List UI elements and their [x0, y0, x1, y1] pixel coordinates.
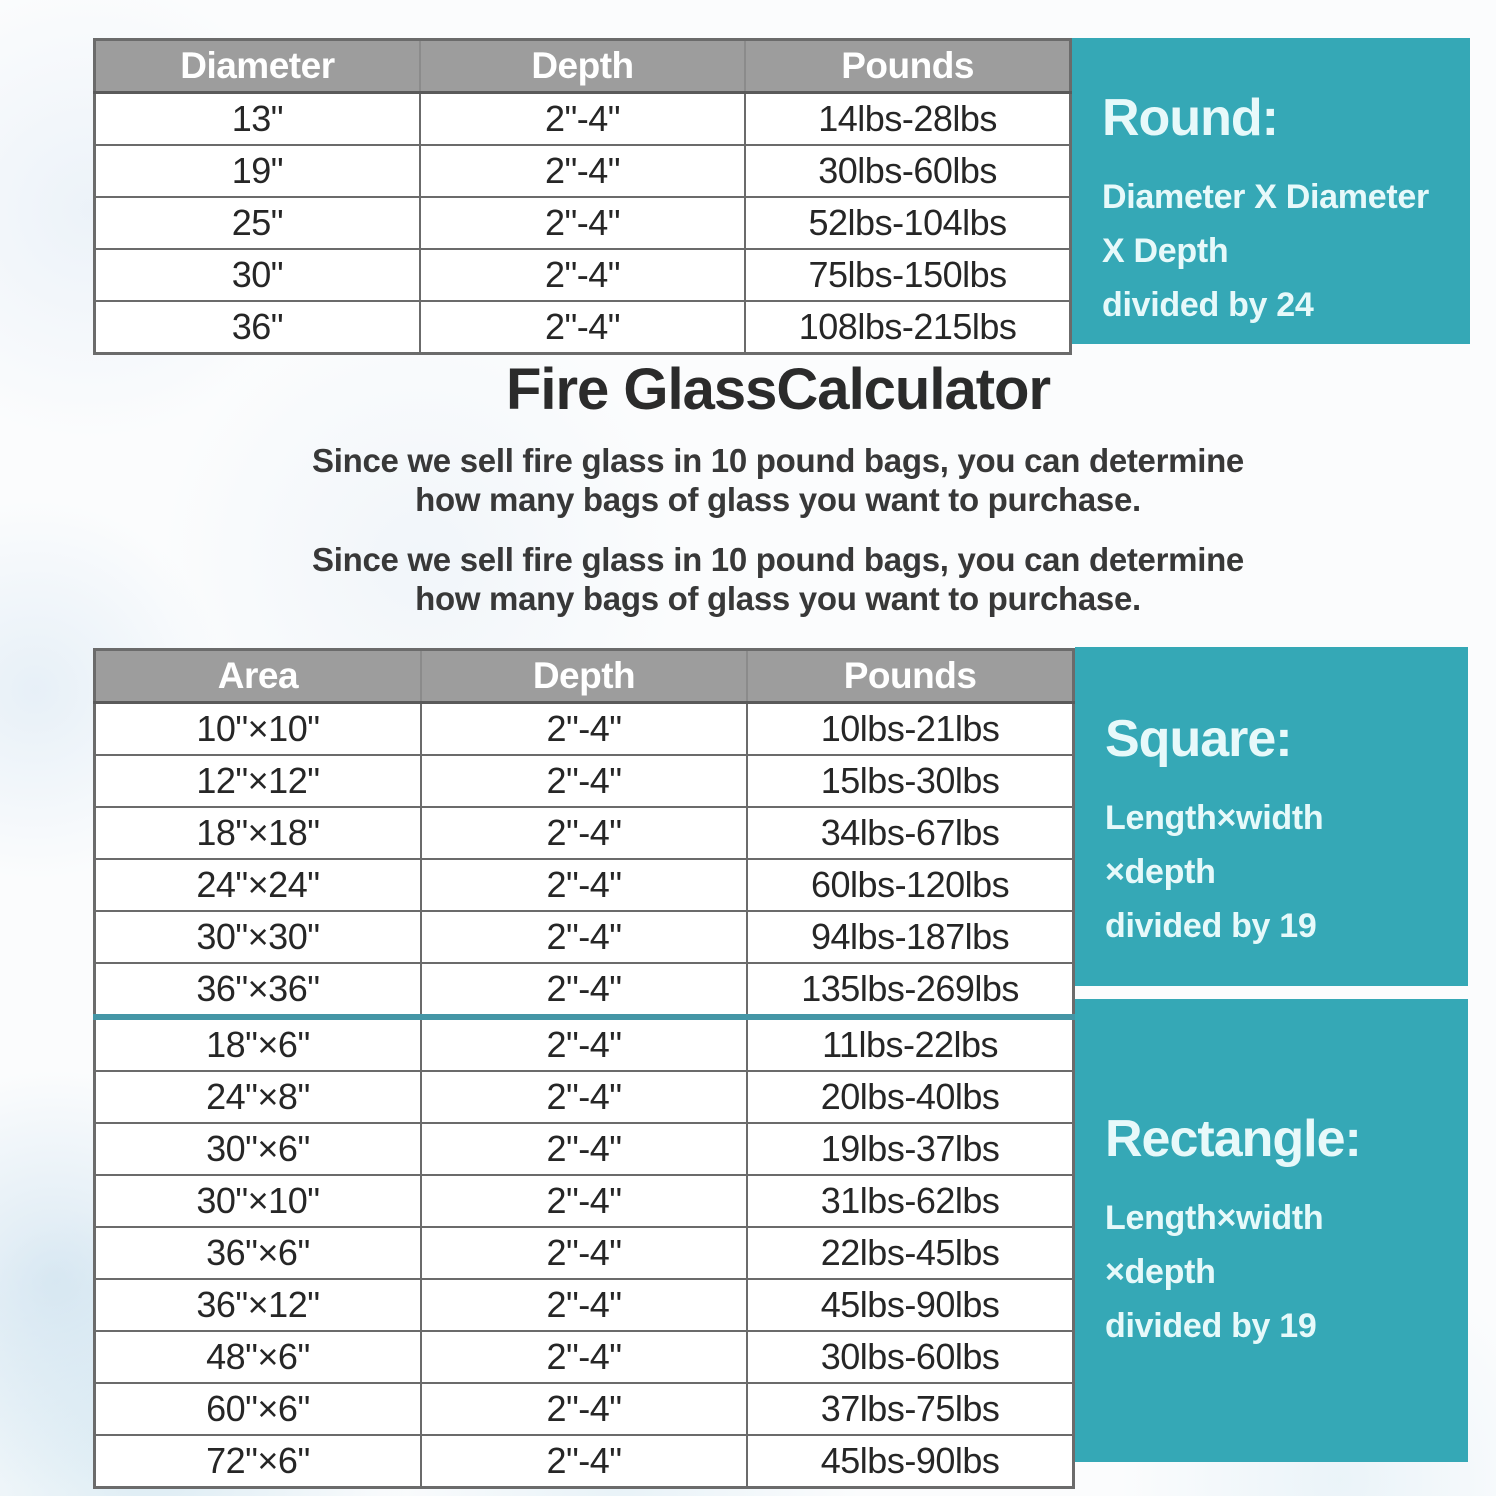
intro-paragraph [60, 540, 1496, 618]
table-cell: 2"-4" [421, 911, 747, 963]
area-size-table [93, 648, 1075, 1489]
round-size-table [93, 38, 1072, 355]
table-cell: 135lbs-269lbs [747, 963, 1073, 1017]
table-cell: 2"-4" [420, 145, 745, 197]
rectangle-formula-line: ×depth [1105, 1252, 1216, 1291]
table-row [95, 1017, 1074, 1071]
table-cell: 2"-4" [421, 963, 747, 1017]
table-header-row [95, 650, 1074, 703]
table-cell: 2"-4" [420, 301, 745, 354]
table-cell: 24"×24" [95, 859, 421, 911]
table-cell: 30lbs-60lbs [747, 1331, 1073, 1383]
table-cell: 2"-4" [421, 1071, 747, 1123]
table-cell: 15lbs-30lbs [747, 755, 1073, 807]
table-cell: 19lbs-37lbs [747, 1123, 1073, 1175]
table-cell: 30lbs-60lbs [745, 145, 1070, 197]
table-cell: 37lbs-75lbs [747, 1383, 1073, 1435]
intro-paragraph-line: Since we sell fire glass in 10 pound bags, you can determine [312, 541, 1244, 578]
table-row [95, 145, 1071, 197]
table-row [95, 1071, 1074, 1123]
table-row [95, 1279, 1074, 1331]
column-header: Area [95, 650, 421, 703]
column-header: Depth [420, 40, 745, 93]
table-cell: 18"×6" [95, 1017, 421, 1071]
round-formula-box [1072, 38, 1470, 344]
square-rows-body [95, 703, 1074, 1018]
table-cell: 2"-4" [420, 93, 745, 146]
table-cell: 30"×10" [95, 1175, 421, 1227]
table-cell: 2"-4" [421, 1017, 747, 1071]
square-formula-box [1075, 647, 1468, 986]
table-row [95, 755, 1074, 807]
table-row [95, 1435, 1074, 1488]
round-formula-line: X Depth [1102, 232, 1229, 270]
rectangle-formula-box [1075, 999, 1468, 1462]
table-row [95, 703, 1074, 756]
table-cell: 60"×6" [95, 1383, 421, 1435]
square-box-title: Square: [1105, 710, 1292, 768]
rectangle-rows-body [95, 1017, 1074, 1488]
table-cell: 75lbs-150lbs [745, 249, 1070, 301]
rectangle-box-title: Rectangle: [1105, 1109, 1361, 1168]
table-header-row [95, 40, 1071, 93]
table-cell: 10lbs-21lbs [747, 703, 1073, 756]
table-cell: 18"×18" [95, 807, 421, 859]
table-row [95, 301, 1071, 354]
table-cell: 2"-4" [421, 1383, 747, 1435]
table-cell: 22lbs-45lbs [747, 1227, 1073, 1279]
rectangle-formula-line: Length×width [1105, 1198, 1324, 1237]
table-cell: 2"-4" [421, 1279, 747, 1331]
table-cell: 11lbs-22lbs [747, 1017, 1073, 1071]
table-cell: 36"×12" [95, 1279, 421, 1331]
table-cell: 2"-4" [420, 197, 745, 249]
table-row [95, 1175, 1074, 1227]
table-cell: 14lbs-28lbs [745, 93, 1070, 146]
table-cell: 2"-4" [421, 1175, 747, 1227]
table-cell: 2"-4" [421, 1331, 747, 1383]
table-cell: 34lbs-67lbs [747, 807, 1073, 859]
square-formula-line: divided by 19 [1105, 907, 1317, 945]
table-cell: 94lbs-187lbs [747, 911, 1073, 963]
column-header: Pounds [747, 650, 1073, 703]
table-row [95, 1331, 1074, 1383]
intro-paragraph-line: how many bags of glass you want to purchase. [415, 481, 1141, 518]
table-cell: 108lbs-215lbs [745, 301, 1070, 354]
table-row [95, 963, 1074, 1017]
table-cell: 2"-4" [421, 755, 747, 807]
square-formula-line: ×depth [1105, 853, 1216, 891]
round-box-title: Round: [1102, 89, 1278, 147]
table-row [95, 807, 1074, 859]
table-cell: 13" [95, 93, 420, 146]
table-cell: 2"-4" [421, 807, 747, 859]
table-cell: 19" [95, 145, 420, 197]
intro-paragraph [60, 441, 1496, 519]
table-cell: 30"×6" [95, 1123, 421, 1175]
table-cell: 20lbs-40lbs [747, 1071, 1073, 1123]
table-row [95, 197, 1071, 249]
table-cell: 25" [95, 197, 420, 249]
table-cell: 2"-4" [421, 1435, 747, 1488]
table-cell: 45lbs-90lbs [747, 1435, 1073, 1488]
intro-paragraph-line: how many bags of glass you want to purchase. [415, 580, 1141, 617]
table-cell: 72"×6" [95, 1435, 421, 1488]
table-cell: 24"×8" [95, 1071, 421, 1123]
table-row [95, 859, 1074, 911]
table-cell: 52lbs-104lbs [745, 197, 1070, 249]
table-cell: 2"-4" [421, 1123, 747, 1175]
table-cell: 2"-4" [421, 859, 747, 911]
page-title: Fire GlassCalculator [505, 357, 1051, 422]
table-cell: 10"×10" [95, 703, 421, 756]
table-row [95, 1227, 1074, 1279]
table-cell: 2"-4" [421, 1227, 747, 1279]
table-cell: 2"-4" [421, 703, 747, 756]
table-cell: 31lbs-62lbs [747, 1175, 1073, 1227]
table-row [95, 1123, 1074, 1175]
table-cell: 60lbs-120lbs [747, 859, 1073, 911]
table-cell: 45lbs-90lbs [747, 1279, 1073, 1331]
table-cell: 48"×6" [95, 1331, 421, 1383]
table-cell: 2"-4" [420, 249, 745, 301]
table-row [95, 1383, 1074, 1435]
rectangle-formula-line: divided by 19 [1105, 1306, 1317, 1345]
column-header: Pounds [745, 40, 1070, 93]
intro-paragraph-line: Since we sell fire glass in 10 pound bags, you can determine [312, 442, 1244, 479]
table-row [95, 93, 1071, 146]
round-table-body [95, 93, 1071, 354]
round-formula-line: Diameter X Diameter [1102, 178, 1429, 216]
table-cell: 30" [95, 249, 420, 301]
round-formula-line: divided by 24 [1102, 286, 1314, 324]
column-header: Depth [421, 650, 747, 703]
table-cell: 36" [95, 301, 420, 354]
table-cell: 30"×30" [95, 911, 421, 963]
column-header: Diameter [95, 40, 420, 93]
table-row [95, 911, 1074, 963]
table-row [95, 249, 1071, 301]
square-formula-line: Length×width [1105, 799, 1324, 837]
table-cell: 12"×12" [95, 755, 421, 807]
table-cell: 36"×6" [95, 1227, 421, 1279]
table-cell: 36"×36" [95, 963, 421, 1017]
